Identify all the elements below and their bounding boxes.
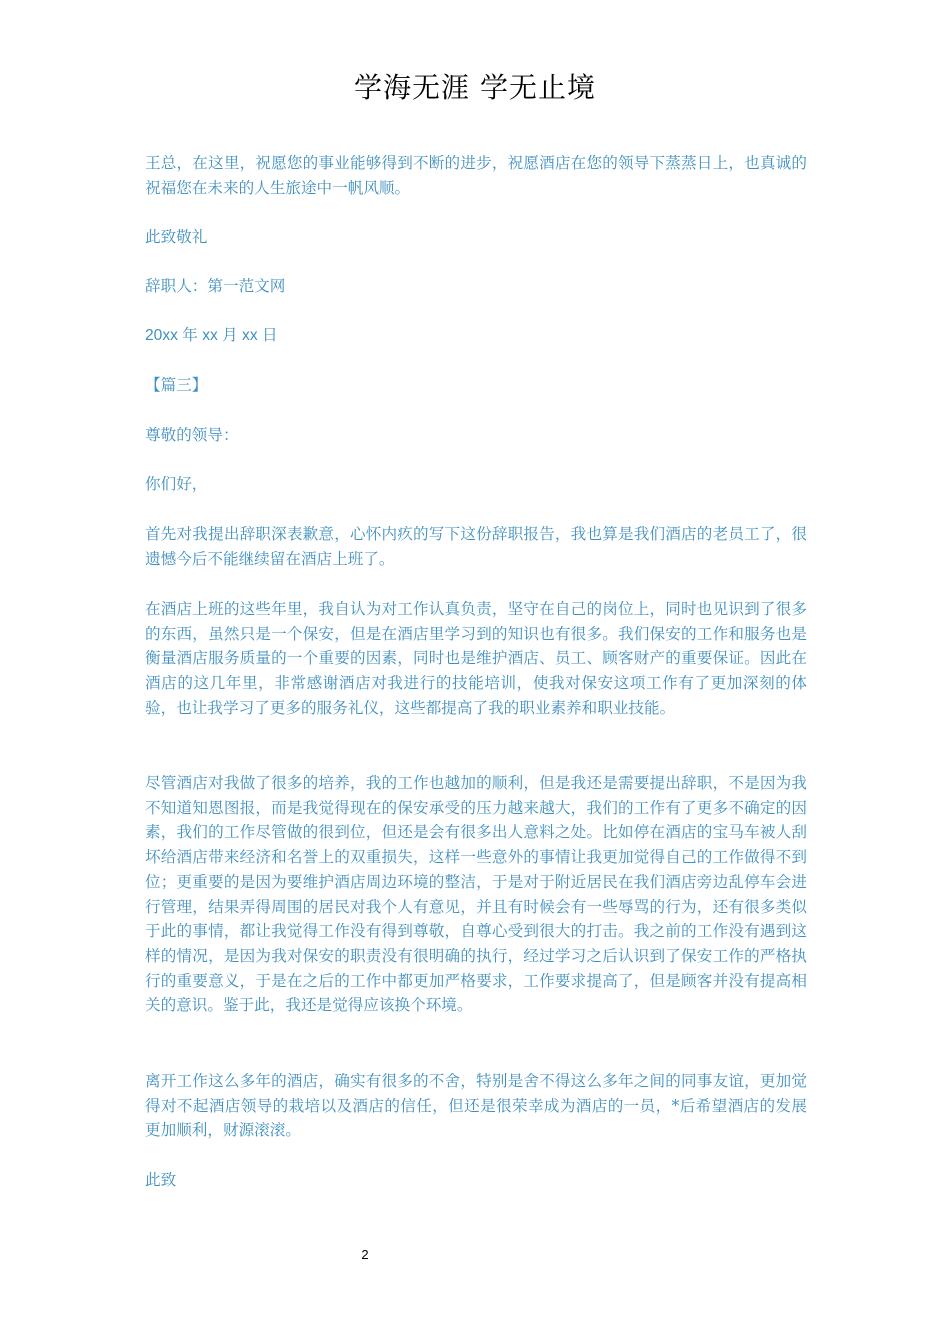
paragraph-hello: 你们好， [145,475,208,493]
paragraph-salutation-close: 此致敬礼 [145,228,208,246]
paragraph-closing-wishes: 王总，在这里，祝愿您的事业能够得到不断的进步，祝愿酒店在您的领导下蒸蒸日上，也真诚的祝福您在未来的人生旅途中一帆风顺。 [145,154,807,197]
paragraph-farewell: 离开工作这么多年的酒店，确实有很多的不舍，特别是舍不得这么多年之间的同事友谊，更加觉得对不起酒店领导的栽培以及酒店的信任，但还是很荣幸成为酒店的一员，*后希望酒店的发展更加顺利，财源滚滚。 [145,1072,807,1140]
paragraph-signature: 辞职人：第一范文网 [145,277,286,295]
paragraph-apology: 首先对我提出辞职深表歉意，心怀内疚的写下这份辞职报告，我也算是我们酒店的老员工了，很遗憾今后不能继续留在酒店上班了。 [145,525,807,568]
paragraph-experience: 在酒店上班的这些年里，我自认为对工作认真负责，坚守在自己的岗位上，同时也见识到了很多的东西，虽然只是一个保安，但是在酒店里学习到的知识也有很多。我们保安的工作和服务也是衡量酒店服务质量的一个重要的因素，同时也是维护酒店、员工、顾客财产的重要保证。因此在酒店的这几年里，非常感谢酒店对我进行的技能培训，使我对保安这项工作有了更加深刻的体验，也让我学习了更多的服务礼仪，这些都提高了我的职业素养和职业技能。 [145,600,807,717]
page-header-title: 学海无涯 学无止境 [354,71,596,104]
section-heading: 【篇三】 [145,376,208,394]
paragraph-closing: 此致 [145,1171,177,1189]
paragraph-greeting: 尊敬的领导： [145,426,239,444]
paragraph-reasons: 尽管酒店对我做了很多的培养，我的工作也越加的顺利，但是我还是需要提出辞职，不是因为我不知道知恩图报，而是我觉得现在的保安承受的压力越来越大，我们的工作有了更多不确定的因素，我们的工作尽管做的很到位，但还是会有很多出人意料之处。比如停在酒店的宝马车被人刮坏给酒店带来经济和名誉上的双重损失，这样一些意外的事情让我更加觉得自己的工作做得不到位；更重要的是因为要维护酒店周边环境的整洁，于是对于附近居民在我们酒店旁边乱停车会进行管理，结果弄得周围的居民对我个人有意见，并且有时候会有一些辱骂的行为，还有很多类似于此的事情，都让我觉得工作没有得到尊敬，自尊心受到很大的打击。我之前的工作没有遇到这样的情况，是因为我对保安的职责没有很明确的执行，经过学习之后认识到了保安工作的严格执行的重要意义，于是在之后的工作中都更加严格要求，工作要求提高了，但是顾客并没有提高相关的意识。鉴于此，我还是觉得应该换个环境。 [145,774,807,1015]
page-number: 2 [361,1247,369,1262]
paragraph-date: 20xx 年 xx 月 xx 日 [145,327,278,344]
